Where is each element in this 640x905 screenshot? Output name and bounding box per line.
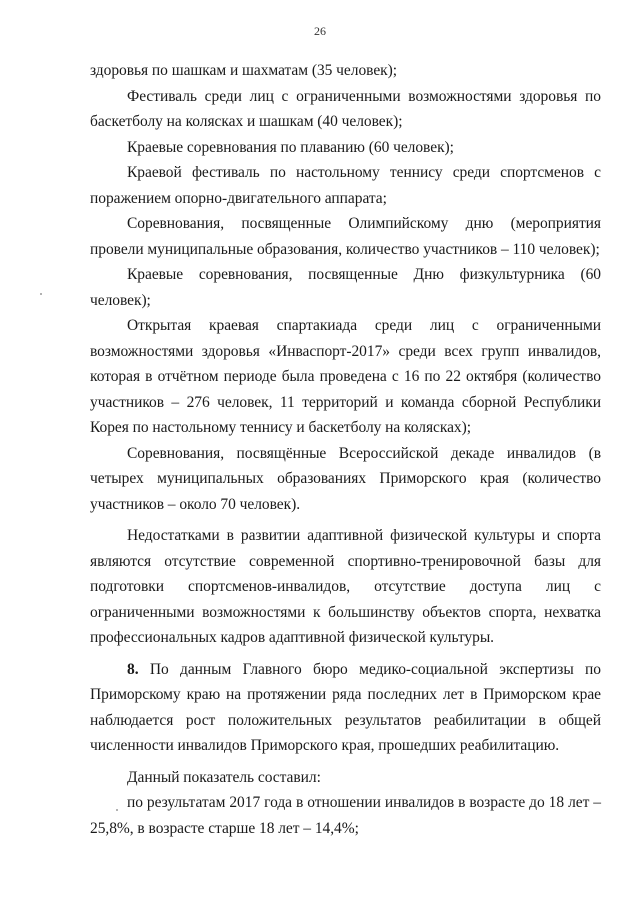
document-body [90,58,601,841]
paragraph-olympic-day: Соревнования, посвященные Олимпийскому дню (мероприятия провели муниципальные образования, количество участников – 110 человек); [90,215,601,258]
scan-speck [40,293,42,295]
paragraph-indicator: Данный показатель составил: [127,768,321,786]
page-number: 26 [314,24,326,38]
paragraph-invasport: Открытая краевая спартакиада среди лиц с ограниченными возможностями здоровья «Инваспорт-2017» среди всех групп инвалидов, которая в отчётном периоде была проведена с 16 по 22 октября (количество участников – 276 человек, 11 территорий и команда сборной Республики Корея по настольному теннису и баскетболу на колясках); [90,317,601,436]
paragraph-section-8 [90,657,601,759]
paragraph-physical-culture-day: Краевые соревнования, посвященные Дню физкультурника (60 человек); [90,266,601,309]
paragraph-swimming: Краевые соревнования по плаванию (60 человек); [127,138,454,156]
paragraph-continuation: здоровья по шашкам и шахматам (35 человек); [90,62,397,79]
paragraph-shortcomings: Недостатками в развитии адаптивной физической культуры и спорта являются отсутствие современной спортивно-тренировочной базы для подготовки спортсменов-инвалидов, отсутствие доступа лиц с ограниченными возможностями к большинству объектов спорта, нехватка профессиональных кадров адаптивной физической культуры. [90,527,601,646]
section-8-text: По данным Главного бюро медико-социальной экспертизы по Приморскому краю на протяжении ряда последних лет в Приморском крае наблюдается рост положительных результатов реабилитации в общей численности инвалидов Приморского края, прошедших реабилитацию. [90,660,601,754]
paragraph-basketball-festival: Фестиваль среди лиц с ограниченными возможностями здоровья по баскетболу на колясках и шашкам (40 человек); [90,87,601,130]
paragraph-decade-of-disabled: Соревнования, посвящённые Всероссийской декаде инвалидов (в четырех муниципальных образованиях Приморского края (количество участников – около 70 человек). [90,444,601,513]
paragraph-table-tennis: Краевой фестиваль по настольному теннису среди спортсменов с поражением опорно-двигательного аппарата; [90,164,601,207]
section-number: 8. [127,660,139,678]
paragraph-results-2017: по результатам 2017 года в отношении инвалидов в возрасте до 18 лет – 25,8%, в возрасте старше 18 лет – 14,4%; [90,794,601,837]
